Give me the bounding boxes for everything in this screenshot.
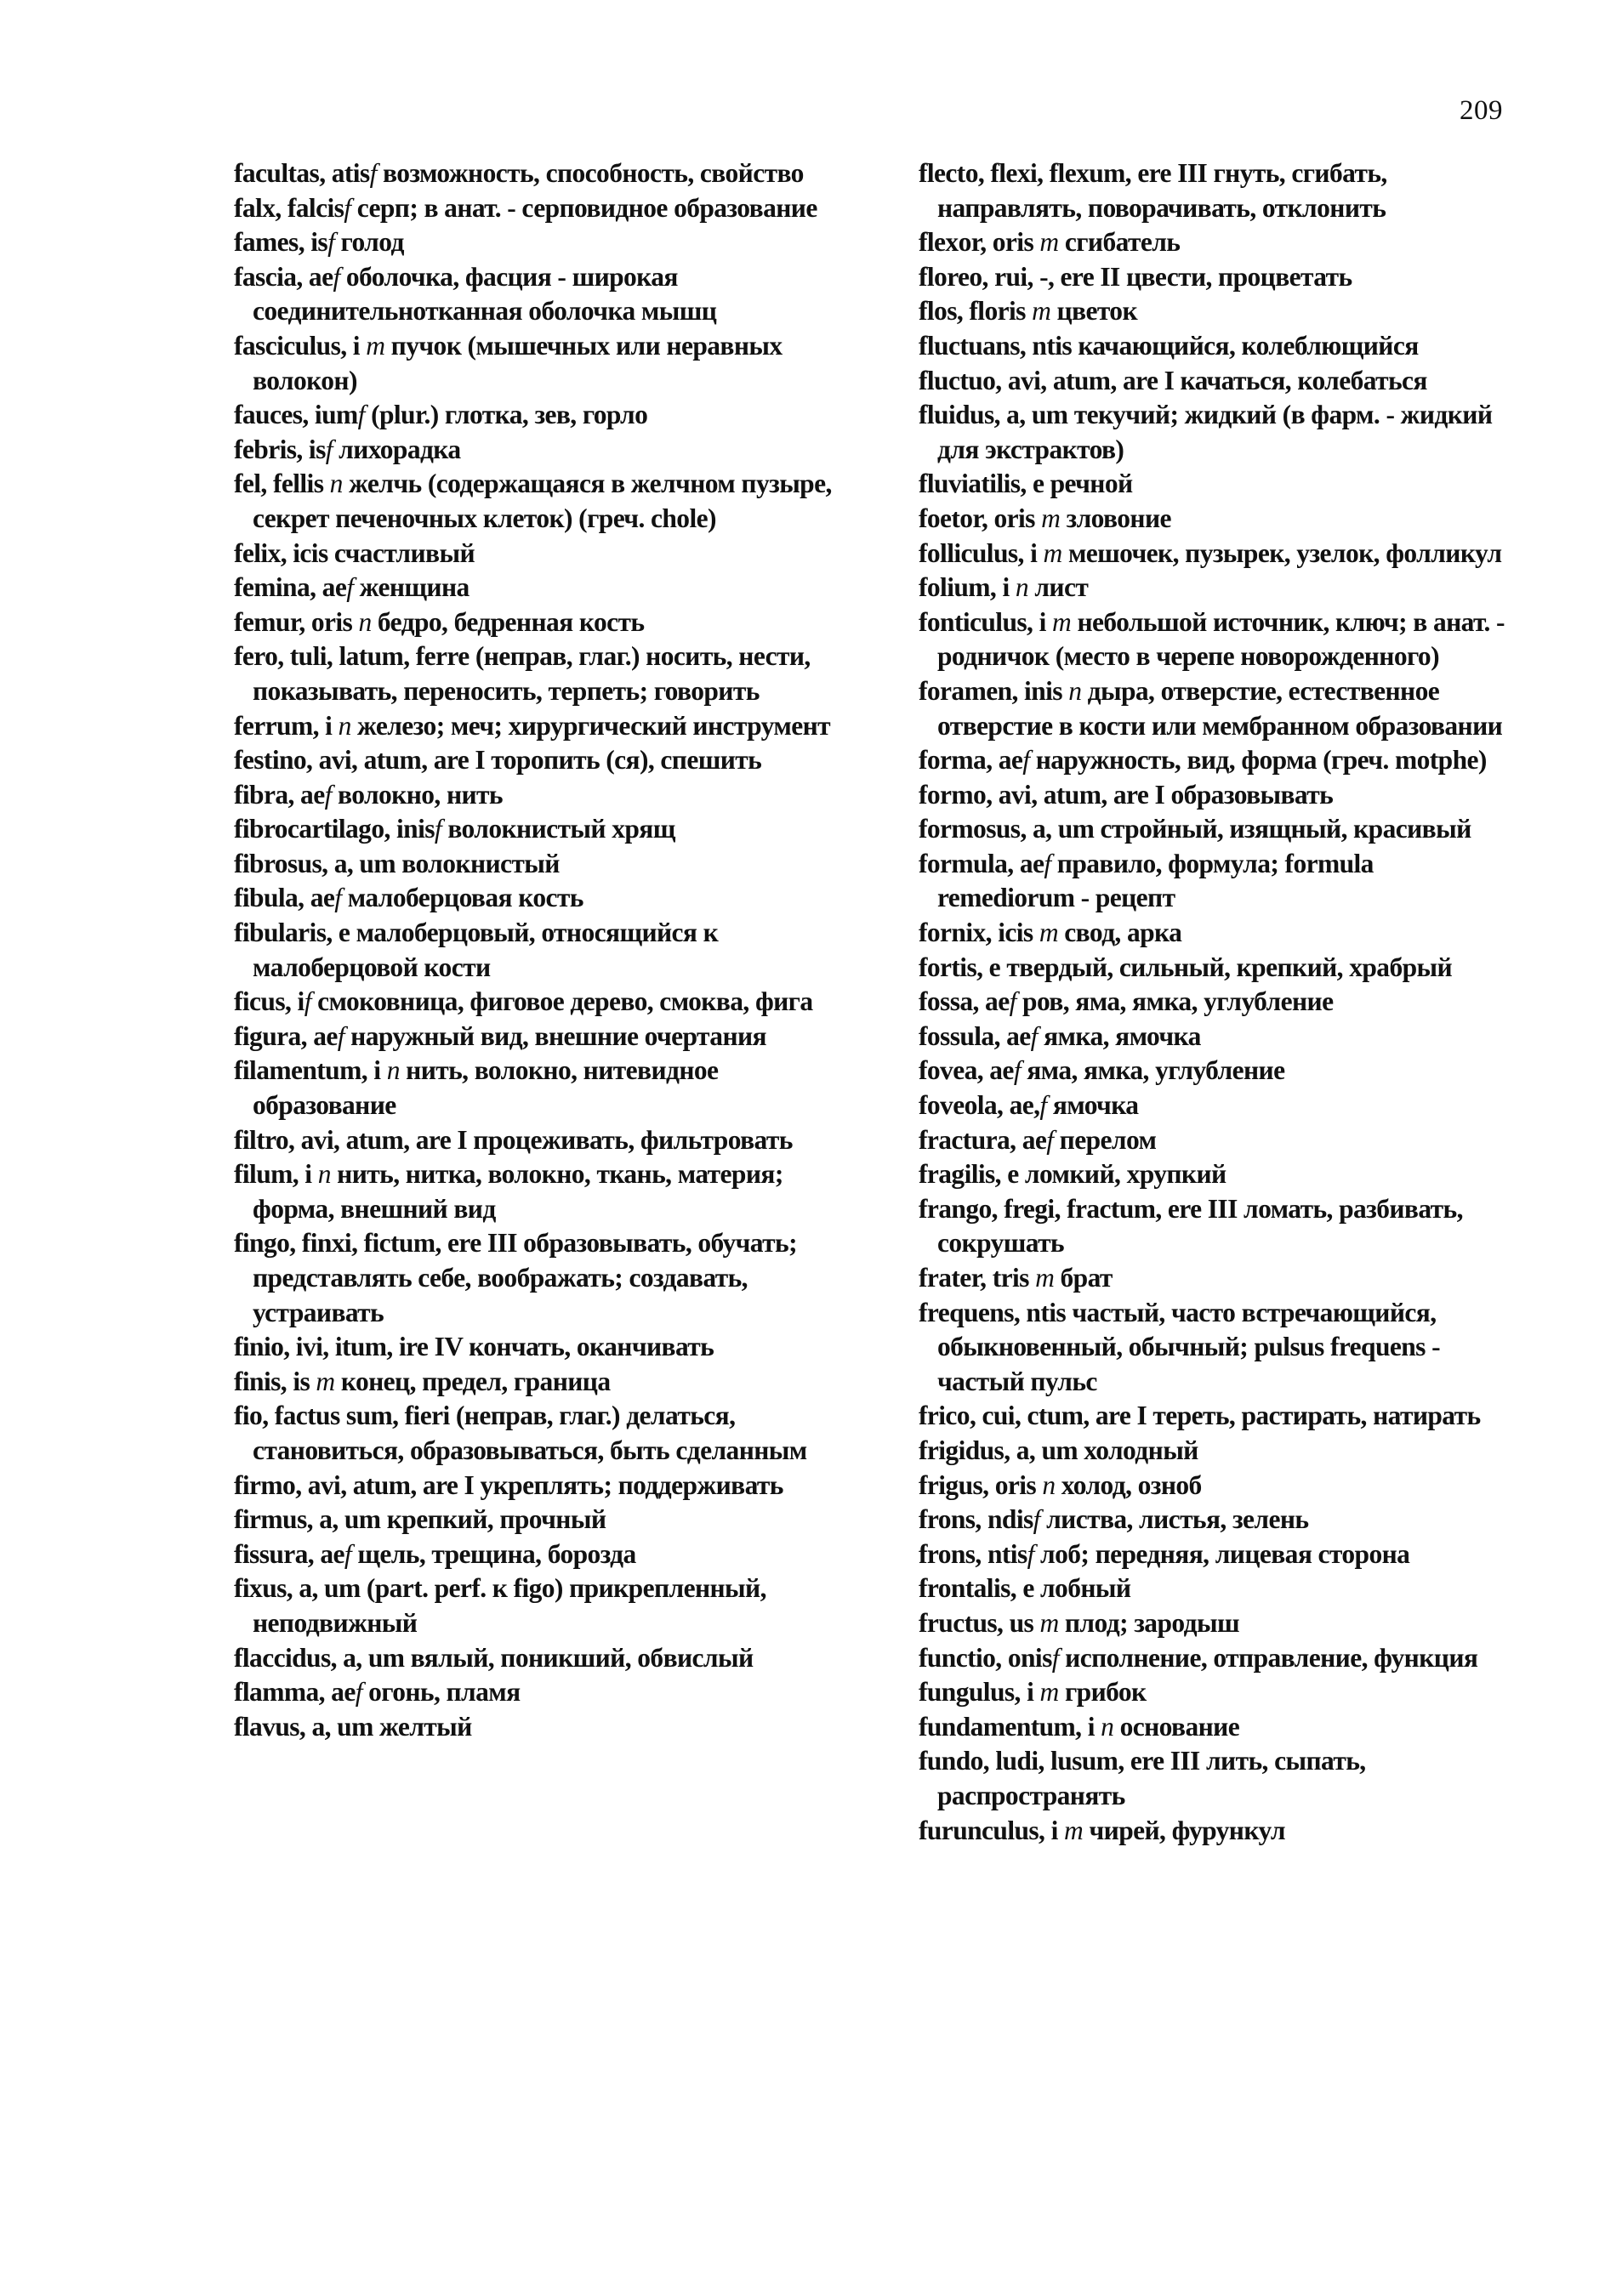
grammar-marker: n [338,710,351,741]
dictionary-entry [234,1641,846,1676]
entry-text: fasciculus, i [234,330,367,361]
grammar-marker: f [334,883,342,913]
entry-text: зловоние [1060,503,1171,533]
dictionary-entry [234,467,846,536]
dictionary-entry [919,1434,1514,1469]
entry-text: fonticulus, i [919,606,1053,637]
entry-text: femur, oris [234,606,359,637]
dictionary-entry [919,467,1514,502]
entry-text: foetor, oris [919,503,1042,533]
dictionary-entry [919,1192,1514,1261]
grammar-marker: f [327,227,335,258]
entry-text: femina, ae [234,572,347,603]
entry-text: fossula, ae [919,1020,1031,1051]
dictionary-entry [234,225,846,260]
entry-text: frontalis, e лобный [919,1573,1131,1604]
grammar-marker: f [357,400,365,430]
dictionary-entry [919,1710,1514,1745]
entry-text: fibrosus, a, um волокнистый [234,848,560,878]
dictionary-entry [919,329,1514,364]
entry-text: возможность, способность, свойство [376,158,804,188]
entry-text: frico, cui, ctum, are I тереть, растирать, натирать [919,1401,1481,1431]
grammar-marker: m [1039,1607,1059,1638]
entry-text: floreo, rui, -, ere II цвести, процветать [919,261,1352,292]
entry-text: formula, ae [919,848,1044,878]
entry-text: ров, яма, ямка, углубление [1016,986,1334,1017]
entry-text: frater, tris [919,1263,1036,1293]
entry-text: fructus, us [919,1607,1040,1638]
grammar-marker: f [1030,1020,1038,1051]
entry-text: folium, i [919,572,1016,603]
grammar-marker: f [304,986,311,1017]
entry-text: наружность, вид, форма (греч. motphe) [1029,745,1487,776]
grammar-marker: m [1039,918,1058,948]
dictionary-entry [919,156,1514,225]
entry-text: дыра, отверстие, естественное отверстие в кости или мембранном образовании [937,675,1503,741]
entry-text: сгибатель [1058,227,1181,258]
left-column [234,156,846,1744]
dictionary-entry [234,881,846,916]
grammar-marker: f [1033,1504,1040,1535]
dictionary-entry [234,812,846,847]
entry-text: formo, avi, atum, are I образовывать [919,779,1334,810]
grammar-marker: f [1051,1642,1059,1673]
entry-text: firmo, avi, atum, are I укреплять; поддерживать [234,1469,783,1500]
entry-text: figura, ae [234,1020,338,1051]
entry-text: fovea, ae [919,1055,1014,1086]
entry-text: fibula, ae [234,883,335,913]
entry-text: fluctuo, avi, atum, are I качаться, колебаться [919,365,1427,395]
dictionary-entry [919,951,1514,986]
grammar-marker: f [344,1538,352,1569]
dictionary-entry [234,1710,846,1745]
entry-text: fibularis, e малоберцовый, относящийся к малоберцовой кости [234,918,719,982]
entry-text: fibra, ae [234,779,325,810]
entry-text: functio, onis [919,1642,1052,1673]
entry-text: falx, falcis [234,192,344,223]
grammar-marker: f [325,434,333,464]
dictionary-entry [919,398,1514,467]
dictionary-entry [234,639,846,708]
dictionary-entry [234,1675,846,1710]
entry-text: железо; меч; хирургический инструмент [350,710,831,741]
entry-text: filamentum, i [234,1055,387,1086]
dictionary-entry [919,571,1514,605]
entry-text: flecto, flexi, flexum, ere III гнуть, сгибать, направлять, поворачивать, отклонить [919,158,1387,223]
dictionary-entry [234,985,846,1020]
dictionary-entry [919,1675,1514,1710]
entry-text: волокно, нить [331,779,503,810]
dictionary-entry [234,191,846,226]
entry-text: нить, волокно, нитевидное образование [253,1055,719,1121]
dictionary-entry [919,537,1514,571]
dictionary-entry [919,1157,1514,1192]
dictionary-entry [919,1020,1514,1054]
entry-text: огонь, пламя [361,1677,521,1708]
grammar-marker: f [346,572,354,603]
entry-text: flamma, ae [234,1677,356,1708]
entry-text: fragilis, e ломкий, хрупкий [919,1159,1226,1190]
dictionary-entry [234,1469,846,1503]
dictionary-entry [234,571,846,605]
entry-text: flexor, oris [919,227,1040,258]
dictionary-entry [919,1606,1514,1641]
dictionary-entry [234,537,846,571]
right-column [919,156,1514,1848]
grammar-marker: n [358,606,372,637]
grammar-marker: f [333,261,340,292]
dictionary-entry [919,743,1514,778]
grammar-marker: m [366,330,385,361]
entry-text: frigus, oris [919,1469,1043,1500]
entry-text: frango, fregi, fractum, ere III ломать, разбивать, сокрушать [919,1193,1463,1259]
entry-text: цветок [1050,296,1137,327]
entry-text: правило, формула; formula remediorum - рецепт [937,848,1374,913]
dictionary-entry [919,1054,1514,1088]
entry-text: нить, нитка, волокно, ткань, материя; форма, внешний вид [253,1159,783,1224]
entry-text: ямка, ямочка [1037,1020,1201,1051]
dictionary-entry [234,847,846,882]
grammar-marker: m [1039,227,1059,258]
grammar-marker: n [1015,572,1029,603]
dictionary-entry [234,156,846,191]
entry-text: основание [1113,1711,1240,1742]
page-number: 209 [1460,95,1503,126]
dictionary-entry [234,1330,846,1365]
dictionary-entry [234,1537,846,1572]
dictionary-entry [919,985,1514,1020]
dictionary-entry [919,1571,1514,1606]
entry-text: грибок [1058,1677,1147,1708]
grammar-marker: f [324,779,332,810]
dictionary-entry [919,225,1514,260]
entry-text: fingo, finxi, fictum, ere III образовывать, обучать; представлять себе, воображать; создавать, устраивать [234,1228,797,1327]
entry-text: fio, factus sum, fieri (неправ, глаг.) делаться, становиться, образовываться, быть сделанным [234,1401,807,1465]
grammar-marker: n [1042,1469,1056,1500]
dictionary-entry [919,812,1514,847]
entry-text: fornix, icis [919,918,1039,948]
entry-text: fungulus, i [919,1677,1040,1708]
entry-text: лоб; передняя, лицевая сторона [1033,1538,1410,1569]
grammar-marker: m [1032,296,1051,327]
dictionary-entry [919,847,1514,916]
entry-text: febris, is [234,434,326,464]
entry-text: смоковница, фиговое дерево, смоква, фига [310,986,813,1017]
grammar-marker: f [344,192,351,223]
grammar-marker: f [434,814,442,844]
entry-text: чирей, фурункул [1083,1815,1285,1845]
entry-text: fel, fellis [234,469,330,499]
entry-text: лист [1028,572,1089,603]
entry-text: fascia, ae [234,261,333,292]
entry-text: fundamentum, i [919,1711,1101,1742]
entry-text: желчь (содержащаяся в желчном пузыре, секрет печеночных клеток) (греч. chole) [253,469,832,533]
dictionary-entry [234,1365,846,1400]
entry-text: facultas, atis [234,158,370,188]
grammar-marker: f [1022,745,1030,776]
entry-text: finio, ivi, itum, ire IV кончать, оканчивать [234,1332,714,1362]
dictionary-entry [919,1399,1514,1434]
entry-text: fundo, ludi, lusum, ere III лить, сыпать, распространять [919,1746,1366,1810]
grammar-marker: m [1041,503,1061,533]
dictionary-entry [919,1088,1514,1123]
entry-text: серп; в анат. - серповидное образование [350,192,817,223]
grammar-marker: m [316,1366,335,1396]
dictionary-entry [919,1123,1514,1158]
entry-text: пучок (мышечных или неравных волокон) [253,330,783,395]
dictionary-entry [919,364,1514,399]
grammar-marker: n [386,1055,400,1086]
dictionary-entry [919,294,1514,329]
grammar-marker: m [1035,1263,1055,1293]
entry-text: forma, ae [919,745,1023,776]
dictionary-entry [234,916,846,985]
entry-text: frequens, ntis частый, часто встречающийся, обыкновенный, обычный; pulsus frequens - частый пульс [919,1297,1441,1396]
entry-text: малоберцовая кость [341,883,583,913]
grammar-marker: f [1044,848,1051,878]
dictionary-entry [919,260,1514,295]
entry-text: свод, арка [1057,918,1182,948]
dictionary-entry [919,1503,1514,1537]
dictionary-entry [919,502,1514,537]
grammar-marker: m [1064,1815,1084,1845]
dictionary-entry [919,1641,1514,1676]
entry-text: лихорадка [332,434,461,464]
entry-text: foramen, inis [919,675,1069,706]
entry-text: волокнистый хрящ [441,814,675,844]
entry-text: formosus, a, um стройный, изящный, красивый [919,814,1471,844]
entry-text: folliculus, i [919,537,1044,568]
entry-text: finis, is [234,1366,316,1396]
dictionary-entry [234,433,846,468]
dictionary-entry [234,329,846,398]
entry-text: fissura, ae [234,1538,344,1569]
dictionary-entry [234,1054,846,1122]
grammar-marker: n [317,1159,331,1190]
grammar-marker: f [1013,1055,1021,1086]
dictionary-entry [234,605,846,640]
entry-text: fauces, ium [234,400,358,430]
entry-text: foveola, ae, [919,1090,1040,1121]
dictionary-entry [919,778,1514,813]
entry-text: яма, ямка, углубление [1020,1055,1285,1086]
grammar-marker: m [1052,606,1072,637]
dictionary-entry [919,605,1514,674]
dictionary-entry [234,1571,846,1640]
dictionary-entry [919,1261,1514,1296]
dictionary-entry [234,260,846,329]
dictionary-entry [234,743,846,778]
grammar-marker: f [355,1677,362,1708]
entry-text: женщина [353,572,470,603]
entry-text: flos, floris [919,296,1033,327]
entry-text: ficus, i [234,986,304,1017]
dictionary-entry [234,1020,846,1054]
dictionary-entry [919,916,1514,951]
entry-text: конец, предел, граница [334,1366,611,1396]
entry-text: (plur.) глотка, зев, горло [364,400,648,430]
entry-text: felix, icis счастливый [234,537,475,568]
entry-text: filtro, avi, atum, are I процеживать, фильтровать [234,1124,793,1155]
dictionary-entry [234,1399,846,1468]
entry-text: щель, трещина, борозда [351,1538,636,1569]
entry-text: перелом [1053,1124,1157,1155]
entry-text: ямочка [1046,1090,1139,1121]
entry-text: fluviatilis, e речной [919,469,1133,499]
entry-text: frigidus, a, um холодный [919,1435,1198,1465]
entry-text: небольшой источник, ключ; в анат. - родничок (место в черепе новорожденного) [937,606,1505,672]
grammar-marker: f [369,158,377,188]
dictionary-entry [919,1469,1514,1503]
entry-text: мешочек, пузырек, узелок, фолликул [1061,537,1502,568]
dictionary-entry [919,1296,1514,1400]
entry-text: festino, avi, atum, are I торопить (ся), спешить [234,745,762,776]
entry-text: firmus, a, um крепкий, прочный [234,1504,606,1535]
dictionary-entry [234,1123,846,1158]
grammar-marker: m [1039,1677,1059,1708]
dictionary-entry [234,398,846,433]
grammar-marker: n [1068,675,1082,706]
dictionary-entry [234,1226,846,1330]
grammar-marker: n [1101,1711,1114,1742]
entry-text: fames, is [234,227,328,258]
entry-text: fluidus, a, um текучий; жидкий (в фарм. - жидкий для экстрактов) [919,400,1493,464]
entry-text: брат [1054,1263,1113,1293]
dictionary-entry [919,1744,1514,1813]
entry-text: fossa, ae [919,986,1010,1017]
entry-text: fixus, a, um (part. perf. к figo) прикрепленный, неподвижный [234,1573,766,1638]
entry-text: плод; зародыш [1058,1607,1239,1638]
entry-text: filum, i [234,1159,318,1190]
entry-text: оболочка, фасция - широкая соединительнотканная оболочка мышц [253,261,717,327]
grammar-marker: n [329,469,343,499]
entry-text: flavus, a, um желтый [234,1711,472,1742]
dictionary-entry [919,1814,1514,1849]
entry-text: fortis, e твердый, сильный, крепкий, храбрый [919,952,1453,982]
dictionary-entry [234,778,846,813]
entry-text: fractura, ae [919,1124,1047,1155]
entry-text: бедро, бедренная кость [371,606,645,637]
dictionary-entry [234,709,846,744]
entry-text: листва, листья, зелень [1039,1504,1309,1535]
grammar-marker: f [1046,1124,1054,1155]
dictionary-entry [919,1537,1514,1572]
grammar-marker: f [337,1020,344,1051]
grammar-marker: f [1009,986,1016,1017]
entry-text: холод, озноб [1055,1469,1202,1500]
entry-text: голод [334,227,404,258]
grammar-marker: m [1043,537,1062,568]
entry-text: flaccidus, a, um вялый, поникший, обвислый [234,1642,754,1673]
dictionary-entry [919,674,1514,743]
entry-text: furunculus, i [919,1815,1065,1845]
dictionary-entry [234,1157,846,1226]
dictionary-entry [234,1503,846,1537]
grammar-marker: f [1039,1090,1047,1121]
entry-text: ferrum, i [234,710,339,741]
entry-text: fluctuans, ntis качающийся, колеблющийся [919,330,1419,361]
entry-text: fibrocartilago, inis [234,814,435,844]
entry-text: исполнение, отправление, функция [1058,1642,1478,1673]
grammar-marker: f [1027,1538,1034,1569]
entry-text: наружный вид, внешние очертания [344,1020,766,1051]
entry-text: frons, ndis [919,1504,1033,1535]
entry-text: frons, ntis [919,1538,1027,1569]
entry-text: fero, tuli, latum, ferre (неправ, глаг.) носить, нести, показывать, переносить, терпеть; говорить [234,641,811,706]
